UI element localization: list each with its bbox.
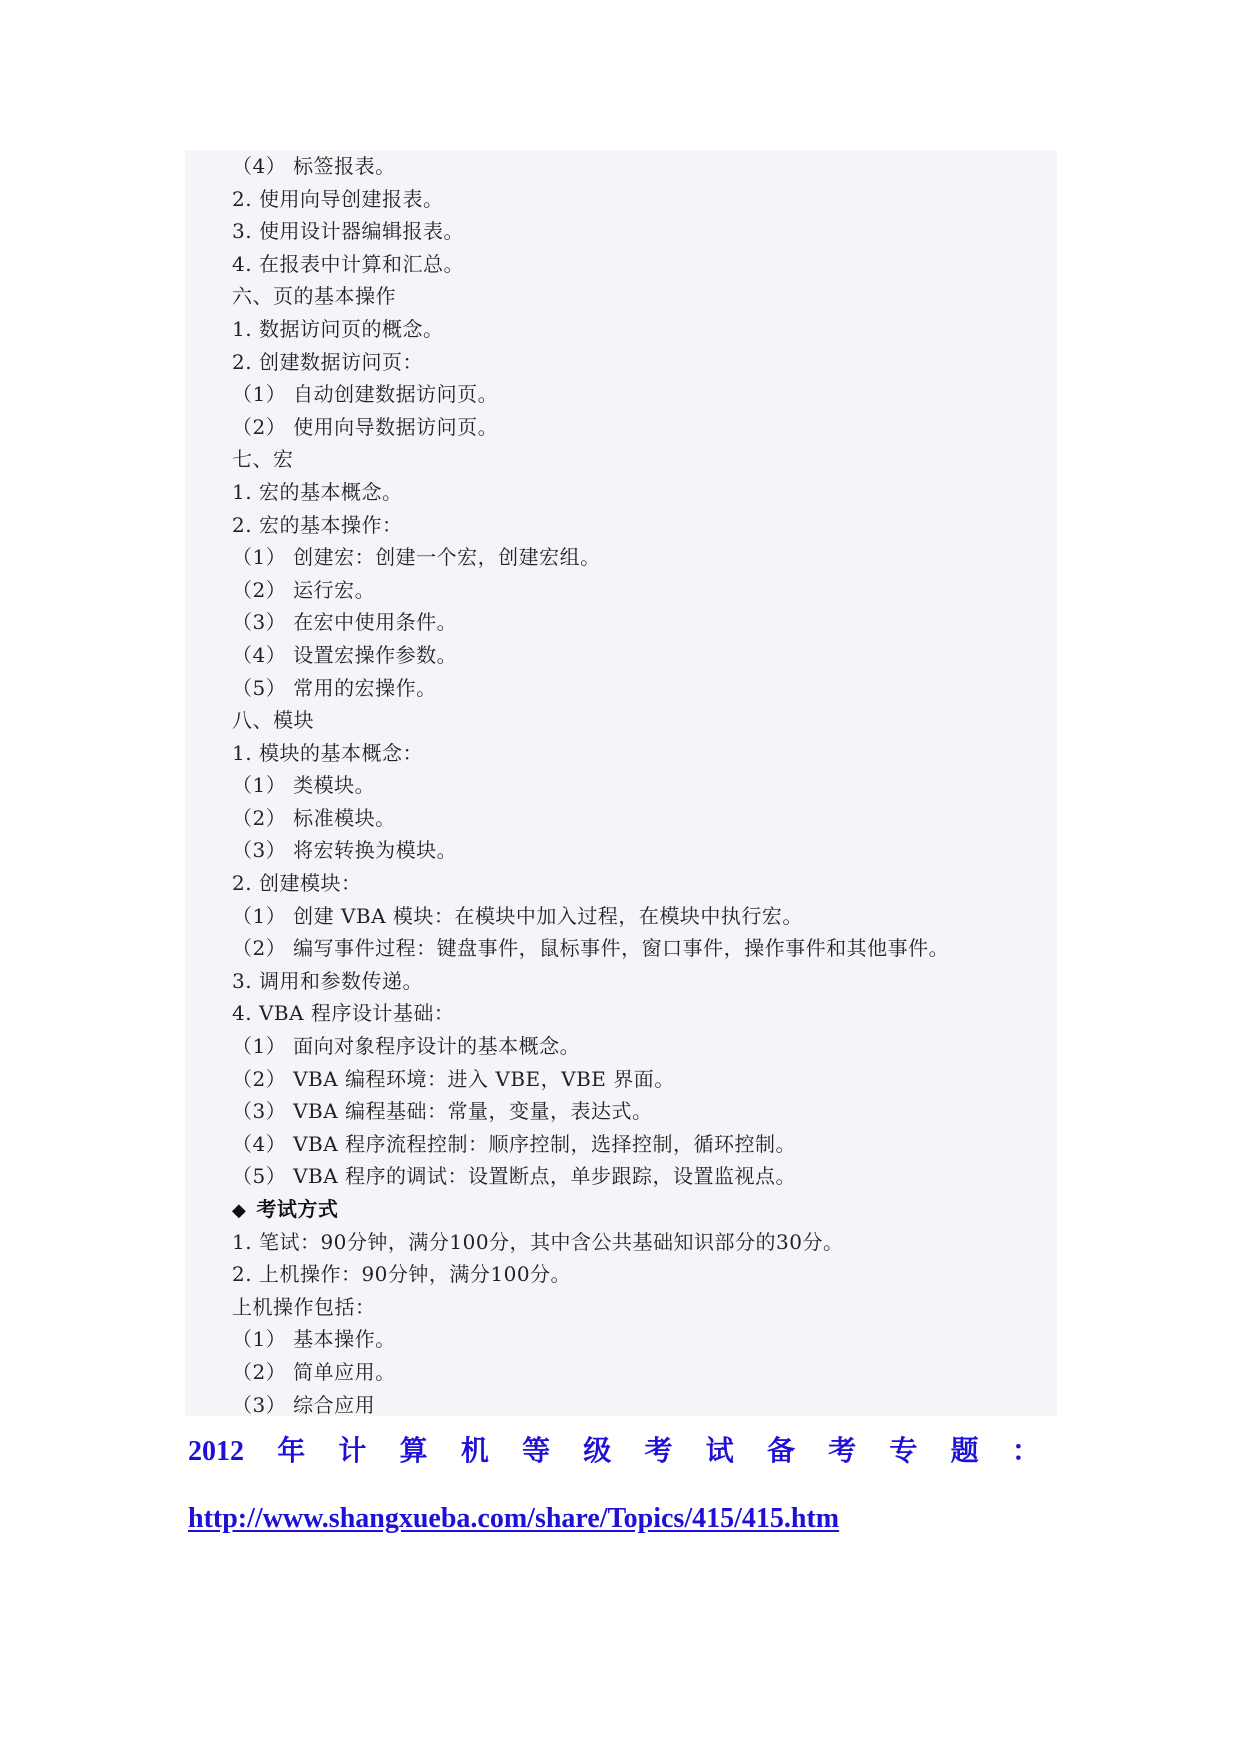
promo-title-char: 年 (277, 1436, 306, 1467)
promo-title-char: 2012 (188, 1436, 244, 1467)
promo-title-char: 题 (950, 1436, 979, 1467)
text-line: （2） 运行宏。 (232, 577, 376, 602)
text-line: （3） 将宏转换为模块。 (232, 838, 458, 863)
text-line: （2） 编写事件过程：键盘事件，鼠标事件，窗口事件，操作事件和其他事件。 (232, 936, 950, 961)
text-line: （3） 综合应用 (232, 1392, 376, 1417)
text-line: （4） 设置宏操作参数。 (232, 642, 458, 667)
promo-title-char: ： (1011, 1436, 1040, 1467)
text-line: 4. VBA 程序设计基础： (232, 1001, 455, 1026)
text-line: （1） 自动创建数据访问页。 (232, 382, 499, 407)
promo-title (188, 1430, 1040, 1474)
promo-title-char: 算 (399, 1436, 428, 1467)
text-line: 上机操作包括： (232, 1294, 376, 1319)
promo-title-char: 专 (889, 1436, 918, 1467)
text-line: （4） VBA 程序流程控制：顺序控制，选择控制，循环控制。 (232, 1131, 797, 1156)
text-line: （2） 标准模块。 (232, 805, 396, 830)
text-line: 2. 创建模块： (232, 871, 362, 896)
text-line: 1. 笔试：90分钟，满分100分，其中含公共基础知识部分的30分。 (232, 1229, 844, 1254)
text-line: 2. 宏的基本操作： (232, 512, 403, 537)
exam-method-heading (232, 1193, 1057, 1226)
document-content-block (185, 150, 1057, 1416)
promo-title-char: 计 (338, 1436, 367, 1467)
text-line: （2） 使用向导数据访问页。 (232, 414, 499, 439)
section-heading: 七、宏 (232, 447, 294, 472)
text-line: （1） 创建宏：创建一个宏，创建宏组。 (232, 545, 601, 570)
syllabus-lines (232, 150, 1057, 1421)
text-line: 1. 数据访问页的概念。 (232, 316, 444, 341)
promo-title-char: 考 (828, 1436, 857, 1467)
text-line: 2. 使用向导创建报表。 (232, 186, 444, 211)
diamond-bullet-icon: ◆ (232, 1200, 247, 1221)
text-line: （1） 基本操作。 (232, 1327, 396, 1352)
promo-title-char: 级 (583, 1436, 612, 1467)
text-line: 1. 宏的基本概念。 (232, 479, 403, 504)
promo-title-char: 考 (644, 1436, 673, 1467)
text-line: （1） 类模块。 (232, 773, 376, 798)
text-line: （5） VBA 程序的调试：设置断点，单步跟踪，设置监视点。 (232, 1164, 797, 1189)
exam-method-label: 考试方式 (256, 1197, 339, 1221)
text-line: （2） VBA 编程环境：进入 VBE，VBE 界面。 (232, 1066, 675, 1091)
promo-title-char: 等 (522, 1436, 551, 1467)
text-line: （3） 在宏中使用条件。 (232, 610, 458, 635)
text-line: 3. 调用和参数传递。 (232, 968, 423, 993)
text-line: （2） 简单应用。 (232, 1359, 396, 1384)
text-line: （1） 面向对象程序设计的基本概念。 (232, 1034, 581, 1059)
section-heading: 六、页的基本操作 (232, 284, 396, 309)
text-line: 1. 模块的基本概念： (232, 740, 423, 765)
promo-title-char: 机 (460, 1436, 489, 1467)
text-line: （4） 标签报表。 (232, 154, 396, 178)
promo-url-link[interactable]: http://www.shangxueba.com/share/Topics/415/415.htm (188, 1503, 840, 1534)
text-line: 4. 在报表中计算和汇总。 (232, 251, 464, 276)
text-line: （3） VBA 编程基础：常量，变量，表达式。 (232, 1099, 653, 1124)
promo-title-char: 试 (705, 1436, 734, 1467)
text-line: 2. 上机操作：90分钟，满分100分。 (232, 1262, 572, 1287)
text-line: 3. 使用设计器编辑报表。 (232, 219, 464, 244)
text-line: 2. 创建数据访问页： (232, 349, 423, 374)
section-heading: 八、模块 (232, 708, 314, 733)
text-line: （5） 常用的宏操作。 (232, 675, 437, 700)
promo-title-char: 备 (766, 1436, 795, 1467)
text-line: （1） 创建 VBA 模块：在模块中加入过程，在模块中执行宏。 (232, 903, 803, 928)
